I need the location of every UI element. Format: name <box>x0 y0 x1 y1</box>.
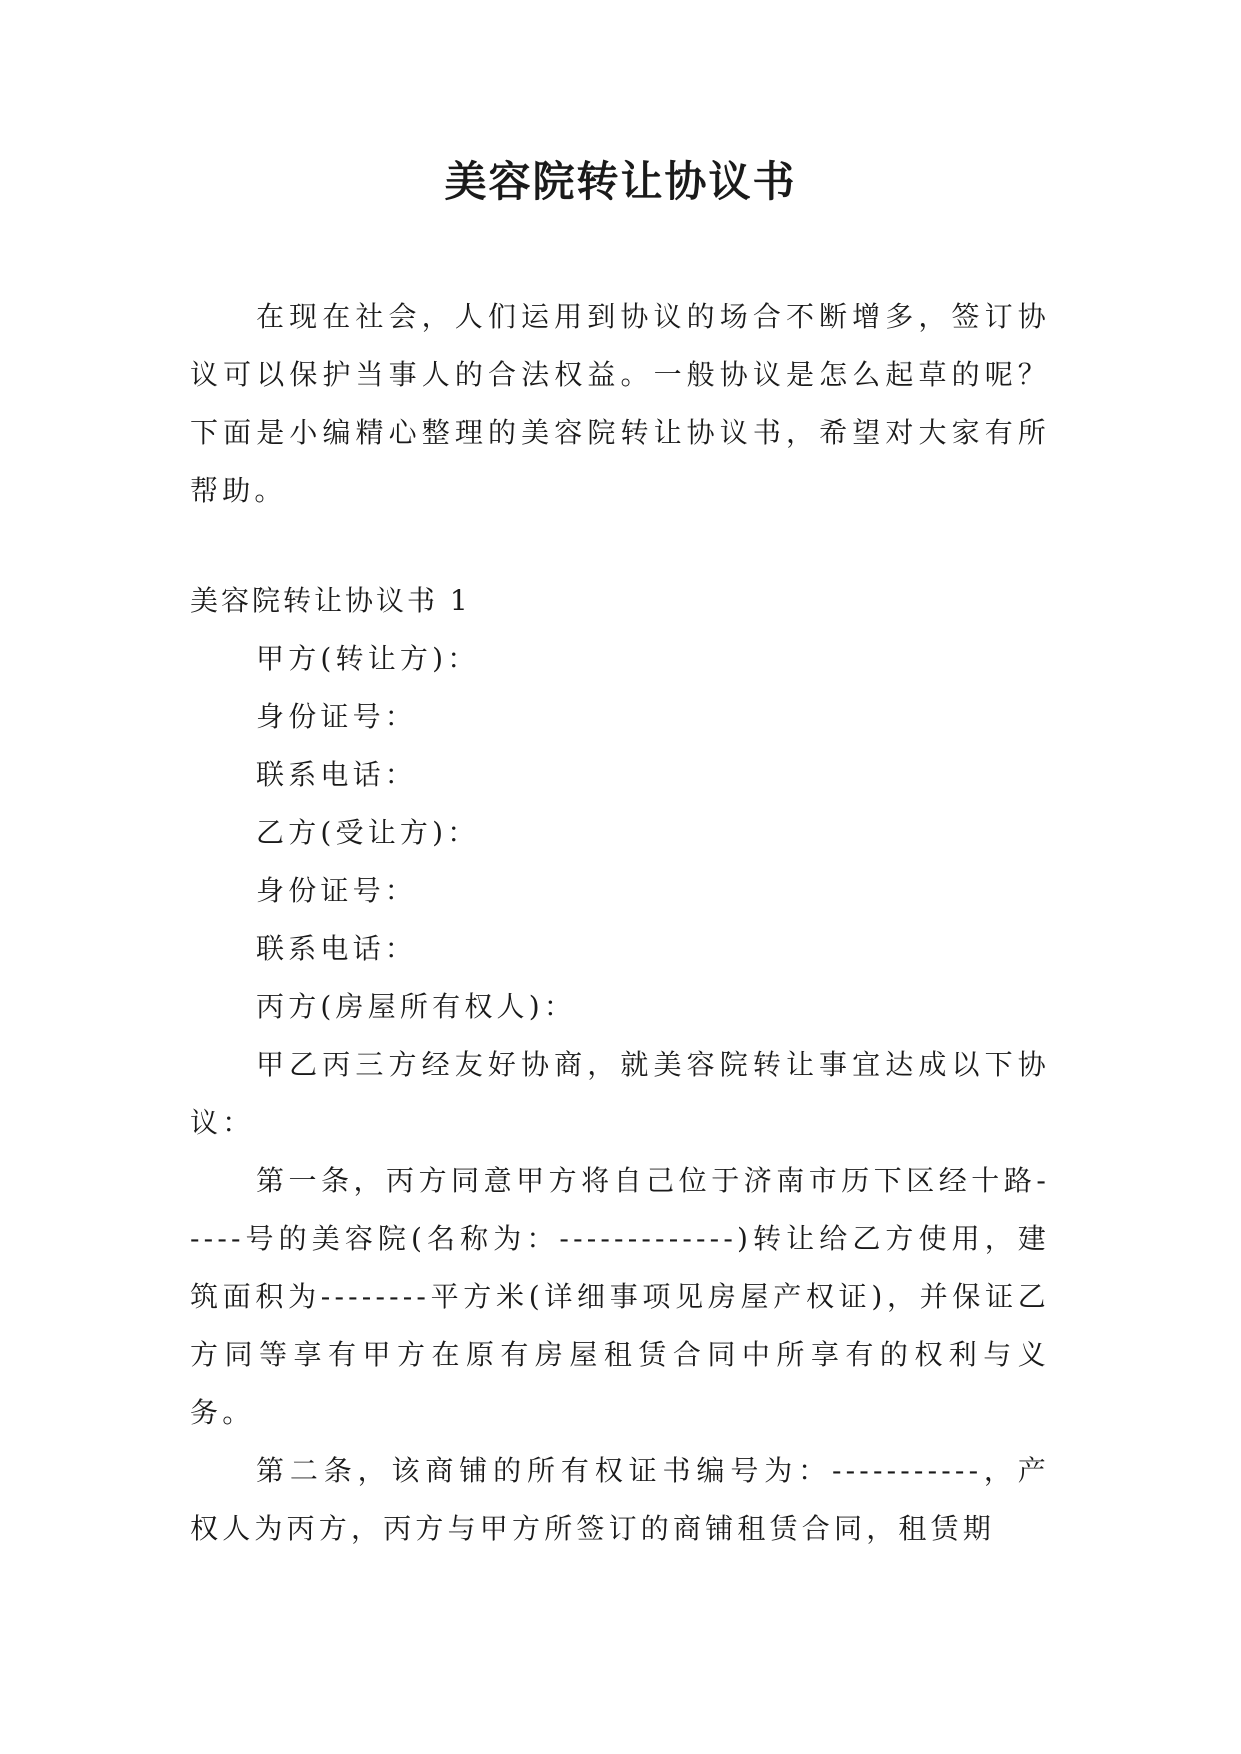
party-a-id-label: 身份证号： <box>256 700 418 733</box>
party-a-label: 甲方(转让方)： <box>256 642 480 675</box>
article-1-paragraph: 第一条，丙方同意甲方将自己位于济南市历下区经十路-----号的美容院(名称为：-------------)转让给乙方使用，建筑面积为--------平方米(详细事项见房屋产权证)，并保证乙方同等享有甲方在原有房屋租赁合同中所享有的权利与义务。 <box>190 1164 1050 1429</box>
agreement-intro-paragraph: 甲乙丙三方经友好协商，就美容院转让事宜达成以下协议： <box>190 1048 1050 1139</box>
article-2-paragraph: 第二条，该商铺的所有权证书编号为：-----------，产权人为丙方，丙方与甲方所签订的商铺租赁合同，租赁期 <box>190 1454 1050 1545</box>
party-b-phone-label: 联系电话： <box>256 932 418 965</box>
party-b-label: 乙方(受让方)： <box>256 816 480 849</box>
party-c-label: 丙方(房屋所有权人)： <box>256 990 577 1023</box>
party-b-id-label: 身份证号： <box>256 874 418 907</box>
intro-paragraph: 在现在社会，人们运用到协议的场合不断增多，签订协议可以保护当事人的合法权益。一般协议是怎么起草的呢？下面是小编精心整理的美容院转让协议书，希望对大家有所帮助。 <box>190 300 1050 507</box>
party-a-phone-label: 联系电话： <box>256 758 418 791</box>
document-body <box>190 288 1050 1558</box>
section-heading: 美容院转让协议书 1 <box>190 584 471 617</box>
document-title: 美容院转让协议书 <box>444 157 797 206</box>
